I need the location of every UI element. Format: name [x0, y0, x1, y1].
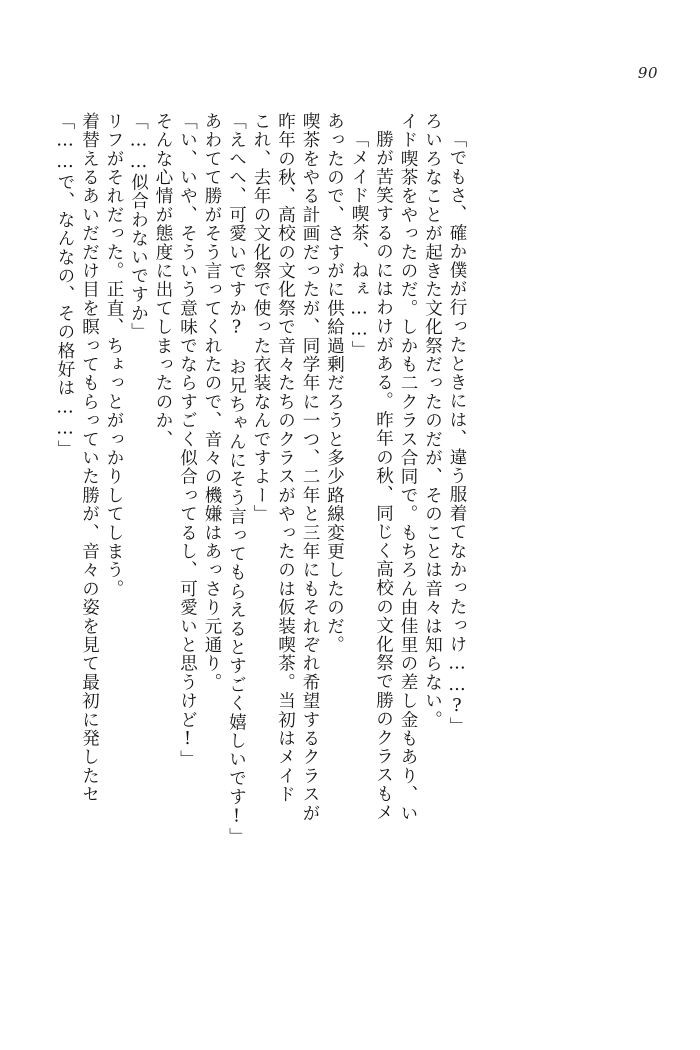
text-column: 「い、いや、そういう意味でならすごく似合ってるし、可愛いと思うけど!」 — [177, 112, 198, 769]
text-column: リフがそれだった。正直、ちょっとがっかりしてしまう。 — [104, 112, 124, 599]
text-column: あわてて勝がそう言ってくれたので、音々の機嫌はあっさり元通り。 — [202, 112, 222, 692]
text-column: 昨年の秋、高校の文化祭で音々たちのクラスがやったのは仮装喫茶。当初はメイド — [275, 112, 296, 804]
text-column: 「でもさ、確か僕が行ったときには、違う服着てなかったっけ……?」 — [447, 130, 467, 736]
text-column: 「えへへ、可愛いですか? お兄ちゃんにそう言ってもらえるとすごく嬉しいです!」 — [226, 112, 247, 847]
text-column: 「メイド喫茶、ねぇ……」 — [349, 130, 369, 360]
text-column: 喫茶をやる計画だったが、同学年に一つ、二年と三年にもそれぞれ希望するクラスが — [300, 112, 320, 823]
page-number: 90 — [637, 64, 658, 82]
text-column: ろいろなことが起きた文化祭だったのだが、そのことは音々は知らない。 — [422, 112, 443, 730]
text-column: 「……似合わないですか」 — [128, 112, 149, 342]
text-column: これ、去年の文化祭で使った衣装なんですよー」 — [251, 112, 271, 524]
text-column: 着替えるあいだだけ目を瞑ってもらっていた勝が、音々の姿を見て最初に発したセ — [79, 112, 100, 804]
vertical-text-body — [52, 112, 660, 912]
text-column: あったので、さすがに供給過剰だろうと多少路線変更したのだ。 — [324, 112, 345, 655]
text-column: 勝が苦笑するのにはわけがある。昨年の秋、同じく高校の文化祭で勝のクラスもメ — [373, 130, 394, 822]
text-column: 「……で、なんなの、その格好は……」 — [55, 112, 75, 459]
text-column: イド喫茶をやったのだ。しかも二クラス合同で。もちろん由佳里の差し金もあり、い — [398, 112, 418, 823]
text-column: そんな心情が態度に出てしまったのか、 — [153, 112, 173, 449]
